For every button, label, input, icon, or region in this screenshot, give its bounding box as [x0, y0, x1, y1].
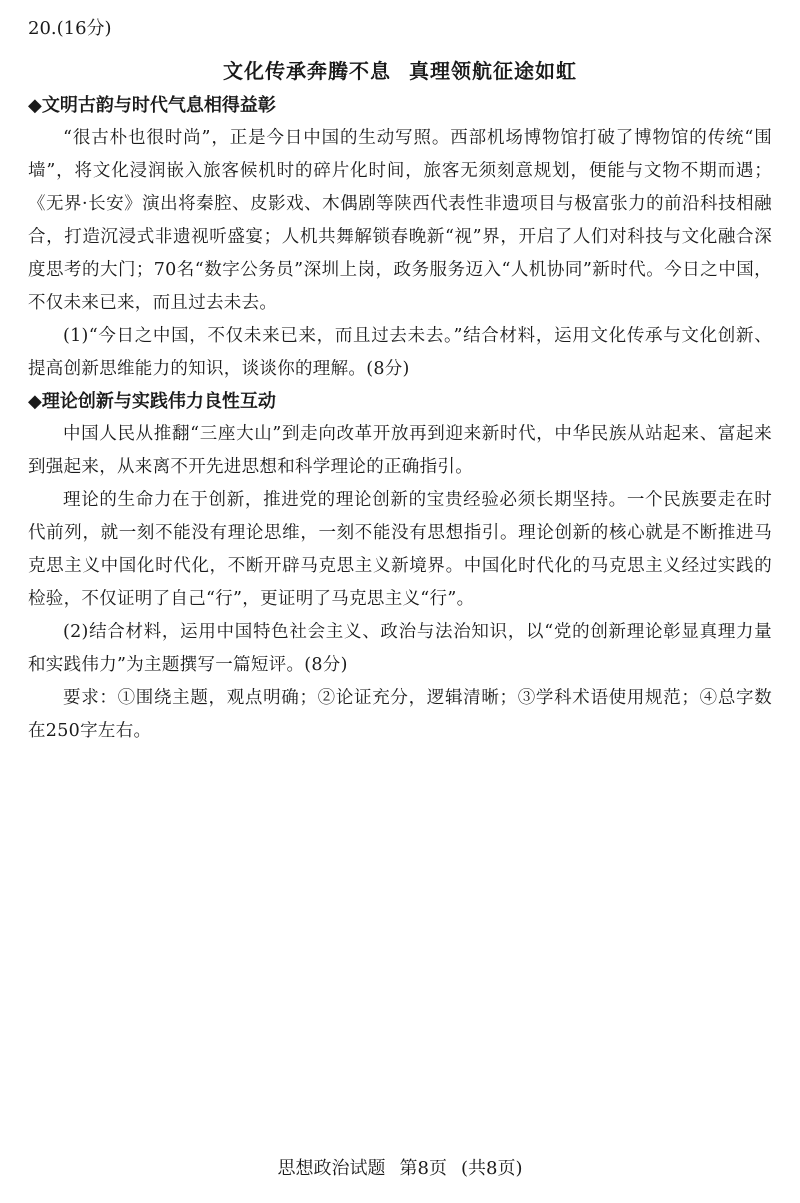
section-1-material: “很古朴也很时尚”，正是今日中国的生动写照。西部机场博物馆打破了博物馆的传统“围墙”，将文化浸润嵌入旅客候机时的碎片化时间，旅客无须刻意规划，便能与文物不期而遇；《无界·长安》演出将秦腔、皮影戏、木偶剧等陕西代表性非遗项目与极富张力的前沿科技相融合，打造沉浸式非遗视听盛宴；人机共舞解锁春晚新“视”界，开启了人们对科技与文化融合深度思考的大门；70名“数字公务员”深圳上岗，政务服务迈入“人机协同”新时代。今日之中国，不仅未来已来，而且过去未去。: [28, 128, 772, 313]
footer-total-pages: (共8页): [460, 1158, 523, 1179]
question-number: 20.(16分): [28, 18, 112, 39]
footer-page-number: 第8页: [399, 1158, 447, 1179]
section-1-heading: ◆文明古韵与时代气息相得益彰: [28, 95, 276, 116]
sub-question-2: (2)结合材料，运用中国特色社会主义、政治与法治知识，以“党的创新理论彰显真理力量和实践伟力”为主题撰写一篇短评。(8分): [28, 622, 772, 675]
section-2-material-2: 理论的生命力在于创新，推进党的理论创新的宝贵经验必须长期坚持。一个民族要走在时代前列，就一刻不能没有理论思维，一刻不能没有思想指引。理论创新的核心就是不断推进马克思主义中国化时代化，不断开辟马克思主义新境界。中国化时代化的马克思主义经过实践的检验，不仅证明了自己“行”，更证明了马克思主义“行”。: [28, 490, 772, 609]
sub-question-1: (1)“今日之中国，不仅未来已来，而且过去未去。”结合材料，运用文化传承与文化创新、提高创新思维能力的知识，谈谈你的理解。(8分): [28, 326, 772, 379]
answer-requirements: 要求：①围绕主题，观点明确；②论证充分，逻辑清晰；③学科术语使用规范；④总字数在250字左右。: [28, 688, 772, 741]
title-part-2: 真理领航征途如虹: [409, 59, 577, 83]
footer-subject: 思想政治试题: [277, 1158, 386, 1179]
question-content: [28, 90, 772, 748]
question-title: [0, 55, 800, 84]
section-2-heading: ◆理论创新与实践伟力良性互动: [28, 391, 276, 412]
page-footer: [0, 1158, 800, 1180]
section-2-material-1: 中国人民从推翻“三座大山”到走向改革开放再到迎来新时代，中华民族从站起来、富起来到强起来，从来离不开先进思想和科学理论的正确指引。: [28, 424, 772, 477]
title-part-1: 文化传承奔腾不息: [223, 59, 391, 83]
